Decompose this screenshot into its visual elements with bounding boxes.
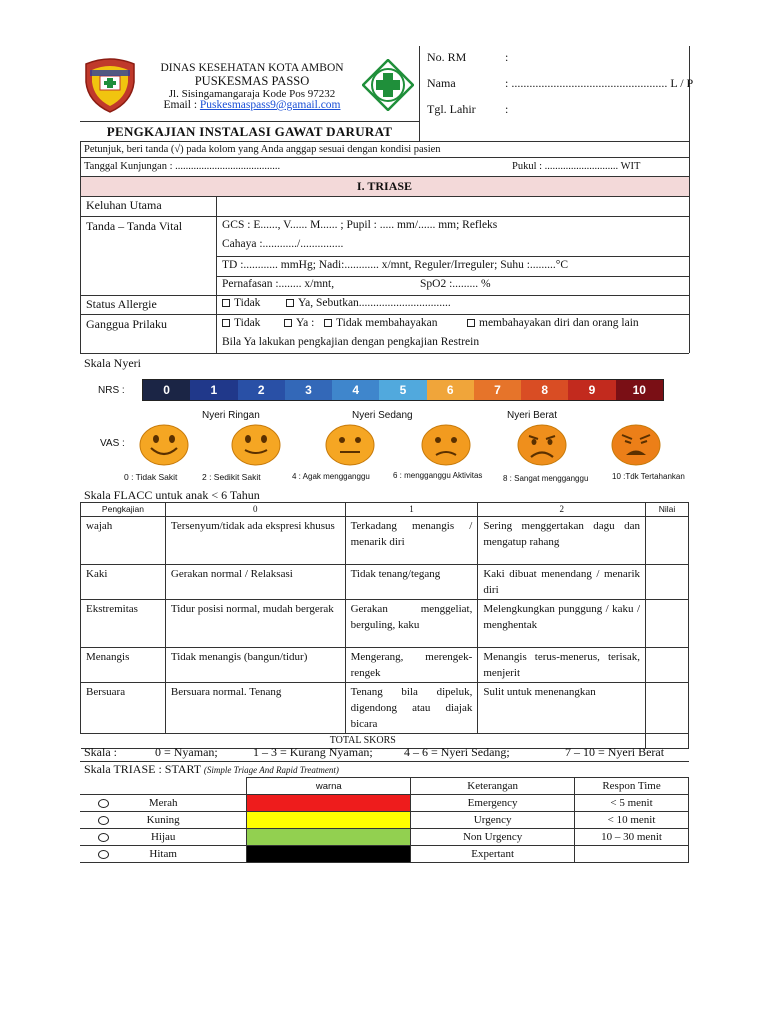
- instructions: Petunjuk, beri tanda (√) pada kolom yang Anda anggap sesuai dengan kondisi pasien: [84, 144, 441, 155]
- start-table: [80, 777, 689, 863]
- form-title: PENGKAJIAN INSTALASI GAWAT DARURAT: [106, 124, 393, 139]
- flacc-header-cell: Nilai: [646, 503, 689, 517]
- dinkes-logo: [80, 58, 140, 114]
- start-title-text: Skala TRIASE : START: [84, 762, 204, 776]
- table-row: [80, 829, 689, 846]
- start-title: [84, 762, 339, 777]
- tgl-lahir-field[interactable]: :: [505, 102, 509, 116]
- pernafasan-line[interactable]: Pernafasan :........ x/mnt,: [222, 278, 335, 290]
- cahaya-line[interactable]: Cahaya :............/...............: [222, 238, 344, 250]
- td-line[interactable]: TD :............ mmHg; Nadi:............ x/mnt, Reguler/Irreguler; Suhu :.........°C: [222, 259, 569, 271]
- perilaku-label: Ganggua Prilaku: [86, 317, 167, 331]
- no-rm-label: No. RM: [427, 50, 467, 64]
- keluhan-label: Keluhan Utama: [86, 198, 162, 212]
- flacc-category: Bersuara: [81, 683, 166, 734]
- table-row: [80, 812, 689, 829]
- skala-nyeri-title: Skala Nyeri: [84, 356, 141, 370]
- perilaku-tidak-bahaya-label: Tidak membahayakan: [336, 317, 438, 329]
- start-swatch-hitam: [247, 846, 411, 863]
- face-worst-pain-icon: [611, 424, 661, 466]
- nrs-cell: 0: [143, 380, 190, 400]
- nrs-cell: 5: [379, 380, 426, 400]
- start-respon: 10 – 30 menit: [575, 829, 689, 846]
- flacc-cell[interactable]: Tidak menangis (bangun/tidur): [165, 648, 345, 683]
- start-header-row: [80, 778, 689, 795]
- radio-circle-icon[interactable]: [98, 833, 109, 842]
- allergie-label: Status Allergie: [86, 297, 157, 311]
- flacc-cell[interactable]: Bersuara normal. Tenang: [165, 683, 345, 734]
- nrs-scale: [142, 379, 664, 401]
- flacc-title: Skala FLACC untuk anak < 6 Tahun: [84, 488, 260, 502]
- nama-label: Nama: [427, 76, 456, 90]
- vas-label: VAS :: [100, 438, 125, 449]
- start-keterangan: Expertant: [411, 846, 575, 863]
- table-row: [81, 517, 689, 565]
- flacc-header-cell: 0: [165, 503, 345, 517]
- flacc-cell[interactable]: Tenang bila dipeluk, digendong atau diajak bicara: [345, 683, 478, 734]
- flacc-header-cell: 2: [478, 503, 646, 517]
- vital-label: Tanda – Tanda Vital: [86, 219, 183, 233]
- vas-desc-0: 0 : Tidak Sakit: [124, 472, 178, 482]
- flacc-header-cell: 1: [345, 503, 478, 517]
- agency-name: DINAS KESEHATAN KOTA AMBON: [160, 62, 344, 74]
- start-swatch-kuning: [247, 812, 411, 829]
- table-row: [80, 846, 689, 863]
- flacc-cell[interactable]: Melengkungkan punggung / kaku / menghentak: [478, 600, 646, 648]
- flacc-cell[interactable]: Tidur posisi normal, mudah bergerak: [165, 600, 345, 648]
- flacc-category: Kaki: [81, 565, 166, 600]
- flacc-category: Ekstremitas: [81, 600, 166, 648]
- nrs-cell: 1: [190, 380, 237, 400]
- triase-section-title: I. TRIASE: [356, 179, 413, 193]
- email-label: Email :: [163, 99, 200, 111]
- start-header-keterangan: Keterangan: [411, 778, 575, 795]
- flacc-cell[interactable]: Terkadang menangis / menarik diri: [345, 517, 478, 565]
- flacc-cell[interactable]: Gerakan menggeliat, berguling, kaku: [345, 600, 478, 648]
- vas-desc-2: 2 : Sedikit Sakit: [202, 472, 261, 482]
- skala-nyaman: 0 = Nyaman;: [155, 745, 218, 759]
- radio-circle-icon[interactable]: [98, 816, 109, 825]
- perilaku-bahaya[interactable]: [467, 317, 687, 329]
- start-respon: < 10 menit: [575, 812, 689, 829]
- allergie-ya-label: Ya, Sebutkan................................: [298, 297, 451, 309]
- email-line: [144, 99, 360, 111]
- checkbox-icon[interactable]: [284, 319, 292, 327]
- flacc-category: Menangis: [81, 648, 166, 683]
- table-row: [80, 795, 689, 812]
- nrs-cell: 3: [285, 380, 332, 400]
- perilaku-ya[interactable]: [284, 317, 314, 329]
- start-header-respon: Respon Time: [575, 778, 689, 795]
- allergie-tidak[interactable]: [222, 297, 260, 309]
- nrs-cell: 4: [332, 380, 379, 400]
- flacc-nilai[interactable]: [646, 517, 689, 565]
- start-color-name: Hitam: [149, 848, 177, 860]
- table-row: [81, 683, 689, 734]
- face-mild-pain-icon: [325, 424, 375, 466]
- facility-name: PUSKESMAS PASSO: [194, 74, 310, 88]
- nrs-cell: 7: [474, 380, 521, 400]
- checkbox-icon[interactable]: [222, 319, 230, 327]
- flacc-header-row: [81, 503, 689, 517]
- vas-desc-10: 10 :Tdk Tertahankan: [612, 472, 685, 481]
- perilaku-tidak-bahaya[interactable]: [324, 317, 437, 329]
- start-header-warna: warna: [247, 778, 411, 795]
- perilaku-ya-label: Ya :: [296, 317, 315, 329]
- radio-circle-icon[interactable]: [98, 850, 109, 859]
- perilaku-bahaya-label: membahayakan diri dan orang lain: [479, 317, 639, 329]
- start-swatch-merah: [247, 795, 411, 812]
- nrs-cell: 8: [521, 380, 568, 400]
- spo2-line[interactable]: SpO2 :......... %: [420, 278, 491, 290]
- nrs-label: NRS :: [98, 385, 125, 396]
- start-keterangan: Urgency: [411, 812, 575, 829]
- flacc-nilai[interactable]: [646, 600, 689, 648]
- flacc-cell[interactable]: Tersenyum/tidak ada ekspresi khusus: [165, 517, 345, 565]
- tgl-lahir-label: Tgl. Lahir: [427, 102, 476, 116]
- pukul[interactable]: Pukul : ............................ WIT: [512, 161, 641, 172]
- skala-label: Skala :: [84, 745, 117, 759]
- skala-nyeri-berat: 7 – 10 = Nyeri Berat: [565, 745, 665, 759]
- flacc-cell[interactable]: Sering menggertakan dagu dan mengatup rahang: [478, 517, 646, 565]
- start-subtitle: (Simple Triage And Rapid Treatment): [203, 765, 339, 775]
- start-respon: [575, 846, 689, 863]
- vas-category-sedang: Nyeri Sedang: [352, 410, 413, 421]
- flacc-nilai[interactable]: [646, 683, 689, 734]
- start-color-name: Hijau: [150, 831, 176, 843]
- table-row: [81, 565, 689, 600]
- flacc-cell[interactable]: Menangis terus-menerus, terisak, menjerit: [478, 648, 646, 683]
- flacc-header-cell: Pengkajian: [81, 503, 166, 517]
- start-header-blank: [80, 778, 247, 795]
- flacc-nilai[interactable]: [646, 565, 689, 600]
- start-color-name: Merah: [148, 797, 178, 809]
- perilaku-tidak-label: Tidak: [234, 317, 261, 329]
- radio-circle-icon[interactable]: [98, 799, 109, 808]
- start-keterangan: Non Urgency: [411, 829, 575, 846]
- checkbox-icon[interactable]: [222, 299, 230, 307]
- email-link[interactable]: Puskesmaspass9@gamail.com: [199, 99, 341, 111]
- flacc-total-label: TOTAL SKORS: [81, 734, 646, 749]
- flacc-nilai[interactable]: [646, 648, 689, 683]
- vas-desc-6: 6 : mengganggu Aktivitas: [393, 471, 483, 480]
- allergie-tidak-label: Tidak: [234, 297, 261, 309]
- start-row-label[interactable]: [80, 812, 247, 829]
- start-keterangan: Emergency: [411, 795, 575, 812]
- nama-field[interactable]: : .................................................... L / P: [505, 76, 694, 90]
- flacc-cell[interactable]: Mengerang, merengek-rengek: [345, 648, 478, 683]
- flacc-cell[interactable]: Tidak tenang/tegang: [345, 565, 478, 600]
- flacc-cell[interactable]: Sulit untuk menenangkan: [478, 683, 646, 734]
- nrs-cell: 6: [427, 380, 474, 400]
- address: Jl. Sisingamangaraja Kode Pos 97232: [168, 88, 336, 100]
- start-row-label[interactable]: [80, 829, 247, 846]
- start-row-label[interactable]: [80, 846, 247, 863]
- face-severe-pain-icon: [517, 424, 567, 466]
- start-respon: < 5 menit: [575, 795, 689, 812]
- gcs-line[interactable]: GCS : E......, V...... M...... ; Pupil : ..... mm/...... mm; Refleks: [222, 219, 498, 231]
- medical-cross-logo: [362, 59, 414, 111]
- vas-category-ringan: Nyeri Ringan: [202, 410, 260, 421]
- checkbox-icon[interactable]: [324, 319, 332, 327]
- flacc-category: wajah: [81, 517, 166, 565]
- nrs-cell: 2: [238, 380, 285, 400]
- start-color-name: Kuning: [146, 814, 180, 826]
- vas-category-berat: Nyeri Berat: [507, 410, 558, 421]
- face-little-pain-icon: [231, 424, 281, 466]
- face-no-pain-icon: [139, 424, 189, 466]
- perilaku-note: Bila Ya lakukan pengkajian dengan pengkajian Restrein: [222, 336, 480, 348]
- skala-kurang-nyaman: 1 – 3 = Kurang Nyaman;: [253, 745, 373, 759]
- start-row-label[interactable]: [80, 795, 247, 812]
- face-moderate-pain-icon: [421, 424, 471, 466]
- start-swatch-hijau: [247, 829, 411, 846]
- table-row: [81, 600, 689, 648]
- table-row: [81, 648, 689, 683]
- vas-desc-8: 8 : Sangat mengganggu: [503, 474, 589, 483]
- skala-nyeri-sedang: 4 – 6 = Nyeri Sedang;: [404, 745, 510, 759]
- checkbox-icon[interactable]: [286, 299, 294, 307]
- flacc-cell[interactable]: Kaki dibuat menendang / menarik diri: [478, 565, 646, 600]
- allergie-ya[interactable]: [286, 297, 451, 309]
- flacc-cell[interactable]: Gerakan normal / Relaksasi: [165, 565, 345, 600]
- tanggal-kunjungan[interactable]: Tanggal Kunjungan : ........................................: [84, 161, 281, 172]
- flacc-table: [80, 502, 689, 749]
- perilaku-tidak[interactable]: [222, 317, 260, 329]
- no-rm-field[interactable]: :: [505, 50, 509, 64]
- vas-desc-4: 4 : Agak mengganggu: [292, 472, 370, 481]
- nrs-cell: 10: [616, 380, 663, 400]
- checkbox-icon[interactable]: [467, 319, 475, 327]
- nrs-cell: 9: [568, 380, 615, 400]
